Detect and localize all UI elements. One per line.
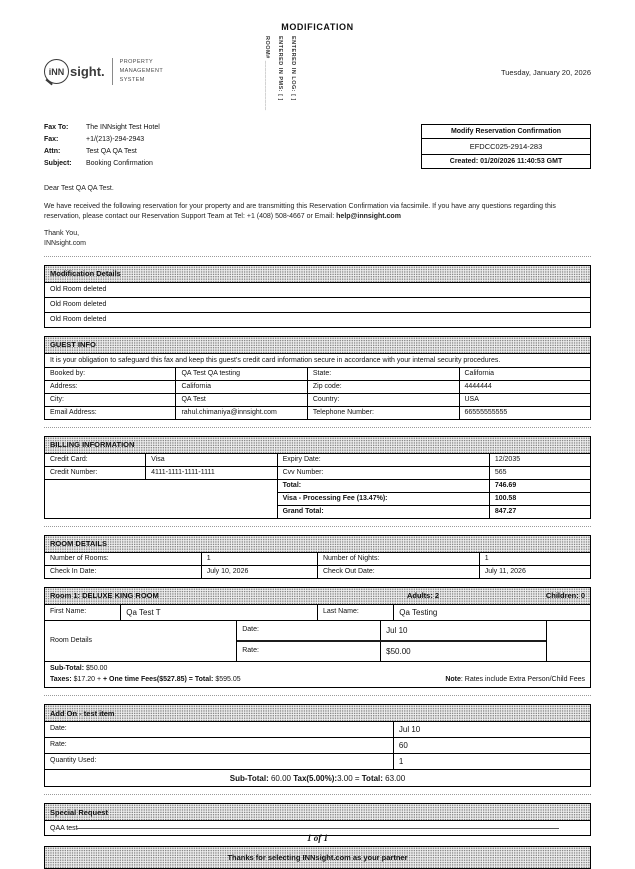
room-rate-row	[237, 642, 546, 661]
section-separator	[44, 794, 591, 795]
credit-card-value: Visa	[146, 454, 277, 467]
country-value: USA	[459, 393, 590, 406]
guest-info-header: GUEST INFO	[45, 337, 590, 354]
confirmation-box	[421, 124, 591, 169]
date-value: Jul 10	[386, 625, 408, 635]
country-label: Country:	[307, 393, 459, 406]
logo-wordmark: sight.	[70, 64, 105, 79]
fax-to-line	[44, 124, 421, 131]
confirmation-number: EFDCC025-2914-283	[469, 142, 543, 151]
room-number-blank: ROOM# ______________	[264, 36, 270, 111]
addon-header: Add On - test item	[45, 705, 590, 722]
entered-in-log-checkbox: ENTERED IN LOG: [ ]	[290, 36, 296, 101]
addon-subtotal-value: 60.00	[268, 773, 294, 783]
phone-value: 66555555555	[459, 406, 590, 419]
room-empty-cell	[546, 621, 590, 661]
table-row	[45, 393, 590, 406]
room1-totals	[50, 664, 445, 684]
document-header	[44, 36, 591, 118]
grand-total-label: Grand Total:	[277, 505, 489, 518]
room-details-table	[45, 553, 590, 578]
tagline-line: MANAGEMENT	[119, 68, 164, 75]
cvv-value: 565	[489, 466, 590, 479]
table-row	[45, 553, 590, 566]
subject-line	[44, 160, 421, 167]
attn-line	[44, 148, 421, 155]
addon-quantity-label: Quantity Used:	[45, 754, 394, 769]
room-total-value: $595.05	[213, 675, 241, 683]
taxes-label: Taxes:	[50, 675, 72, 683]
check-out-value: July 11, 2026	[479, 565, 590, 578]
special-request-value: QAA test	[50, 824, 78, 832]
entered-in-pms-checkbox: ENTERED IN PMS: [ ]	[277, 36, 283, 101]
num-nights-label: Number of Nights:	[317, 553, 479, 566]
page-footer	[0, 828, 635, 843]
email-label: Email Address:	[45, 406, 176, 419]
section-separator	[44, 256, 591, 257]
fax-stamp-fields	[264, 36, 296, 112]
addon-date-row	[45, 722, 590, 738]
room-details-section	[44, 535, 591, 579]
room1-name-row	[45, 605, 590, 621]
modification-row: Old Room deleted	[50, 286, 107, 294]
billing-header: BILLING INFORMATION	[45, 437, 590, 454]
special-request-header: Special Request	[45, 804, 590, 821]
room1-subtotal-row	[45, 661, 590, 687]
last-name-label: Last Name:	[318, 605, 394, 620]
addon-date-value: Jul 10	[398, 725, 421, 735]
check-in-value: July 10, 2026	[201, 565, 317, 578]
page-number: 1 of 1	[307, 833, 328, 843]
magnifier-icon: iNN	[44, 59, 69, 84]
note-text: : Rates include Extra Person/Child Fees	[460, 675, 585, 683]
fax-recipient-info	[44, 124, 421, 172]
table-row	[45, 368, 590, 381]
support-email: help@innsight.com	[336, 212, 401, 220]
addon-total-row	[45, 770, 590, 786]
addon-tax-label: Tax(5.00%):	[293, 773, 338, 783]
footer-divider	[77, 828, 559, 829]
confirmation-created: Created: 01/20/2026 11:40:53 GMT	[422, 154, 590, 168]
first-name-value: Qa Test T	[121, 605, 318, 620]
letter-thanks: Thank You,	[44, 230, 80, 238]
fax-header-row	[44, 124, 591, 172]
date-label: Date:	[237, 621, 381, 640]
booked-by-value: QA Test QA testing	[176, 368, 307, 381]
letter-greeting: Dear Test QA QA Test.	[44, 185, 114, 192]
thanks-banner: Thanks for selecting INNsight.com as your partner	[44, 846, 591, 869]
modification-details-section	[44, 265, 591, 328]
cvv-label: Cvv Number:	[277, 466, 489, 479]
taxes-value: $17.20 +	[71, 675, 104, 683]
credit-number-label: Credit Number:	[45, 466, 146, 479]
grand-total-value: 847.27	[489, 505, 590, 518]
city-label: City:	[45, 393, 176, 406]
table-row	[45, 479, 590, 492]
section-separator	[44, 695, 591, 696]
fax-number-value: +1/(213)-294-2943	[86, 136, 145, 143]
credit-card-label: Credit Card:	[45, 454, 146, 467]
booked-by-label: Booked by:	[45, 368, 176, 381]
addon-tax-value: 3.00 =	[337, 773, 362, 783]
addon-rate-row	[45, 738, 590, 754]
modification-row: Old Room deleted	[45, 312, 590, 327]
billing-section	[44, 436, 591, 519]
addon-rate-value: 60	[398, 741, 408, 751]
billing-empty-cell	[45, 479, 277, 518]
room-rate-grid	[237, 621, 546, 661]
fax-number-line	[44, 136, 421, 143]
subtotal-value: $50.00	[84, 665, 108, 673]
attn-value: Test QA QA Test	[86, 148, 137, 155]
check-in-label: Check In Date:	[45, 565, 201, 578]
innsight-logo-mark	[44, 59, 105, 84]
zip-value: 4444444	[459, 380, 590, 393]
addon-total-value: 63.00	[382, 773, 406, 783]
rate-label: Rate:	[237, 642, 381, 661]
room1-children: Children: 0	[545, 591, 585, 601]
modification-row: Old Room deleted	[45, 297, 590, 312]
state-value: California	[459, 368, 590, 381]
subtotal-label: Sub-Total:	[50, 665, 85, 673]
state-label: State:	[307, 368, 459, 381]
room1-rate-rows	[45, 621, 590, 661]
fax-to-label: Fax To:	[44, 124, 69, 131]
guest-info-notice: It is your obligation to safeguard this fax and keep this guest's credit card information secure in accordance with your internal security procedures.	[45, 354, 590, 368]
city-value: QA Test	[176, 393, 307, 406]
addon-rate-label: Rate:	[45, 738, 394, 753]
addon-quantity-row	[45, 754, 590, 770]
fax-to-value: The INNsight Test Hotel	[86, 124, 160, 131]
billing-table	[45, 454, 590, 518]
room-details-cell: Room Details	[45, 621, 237, 661]
tagline-line: PROPERTY	[119, 59, 154, 66]
subject-label: Subject:	[44, 160, 72, 167]
rates-note	[445, 675, 585, 685]
total-label: Total:	[277, 479, 489, 492]
room-subtotal-line	[50, 664, 445, 674]
addon-date-label: Date:	[45, 722, 394, 737]
total-value: 746.69	[489, 479, 590, 492]
letter-paragraph	[44, 202, 591, 222]
subject-value: Booking Confirmation	[86, 160, 153, 167]
room1-section	[44, 587, 591, 688]
expiry-value: 12/2035	[489, 454, 590, 467]
page-title: MODIFICATION	[281, 22, 354, 32]
section-separator	[44, 526, 591, 527]
table-row	[45, 380, 590, 393]
letter-text: We have received the following reservation for your property and are transmitting this Reservation Confirmation via facsimile. If you have any questions regarding this reservation, please contact our Reservation Support Team at Tel: +1 (408) 508-4667 or Email:	[44, 202, 556, 220]
num-nights-value: 1	[479, 553, 590, 566]
logo-tagline	[120, 58, 163, 84]
letter-signature: INNsight.com	[44, 240, 87, 248]
attn-label: Attn:	[44, 148, 61, 155]
processing-fee-label: Visa - Processing Fee (13.47%):	[277, 492, 489, 505]
room-total-label: Total:	[194, 675, 214, 683]
expiry-label: Expiry Date:	[277, 454, 489, 467]
one-time-fees: + One time Fees($527.85) =	[103, 675, 195, 683]
room1-header	[45, 588, 590, 605]
processing-fee-value: 100.58	[489, 492, 590, 505]
guest-info-table	[45, 368, 590, 419]
phone-label: Telephone Number:	[307, 406, 459, 419]
room1-title: Room 1: DELUXE KING ROOM	[50, 591, 159, 601]
document-date: Tuesday, January 20, 2026	[500, 68, 591, 77]
logo-divider	[112, 58, 113, 85]
table-row	[45, 454, 590, 467]
num-rooms-label: Number of Rooms:	[45, 553, 201, 566]
letter-body	[44, 184, 591, 249]
table-row	[45, 466, 590, 479]
first-name-label: First Name:	[45, 605, 121, 620]
address-value: California	[176, 380, 307, 393]
addon-subtotal-label: Sub-Total:	[229, 773, 269, 783]
addon-quantity-value: 1	[398, 757, 404, 767]
check-out-label: Check Out Date:	[317, 565, 479, 578]
section-separator	[44, 427, 591, 428]
room-date-row	[237, 621, 546, 642]
zip-label: Zip code:	[307, 380, 459, 393]
table-row	[45, 406, 590, 419]
note-label: Note	[445, 675, 461, 683]
last-name-value: Qa Testing	[399, 607, 438, 617]
modification-details-header: Modification Details	[45, 266, 590, 283]
credit-number-value: 4111-1111-1111-1111	[146, 466, 277, 479]
addon-total-label: Total:	[361, 773, 383, 783]
confirmation-box-title: Modify Reservation Confirmation	[422, 125, 590, 139]
num-rooms-value: 1	[201, 553, 317, 566]
guest-info-section	[44, 336, 591, 420]
rate-value: $50.00	[386, 646, 411, 656]
room-details-header: ROOM DETAILS	[45, 536, 590, 553]
table-row	[45, 565, 590, 578]
fax-number-label: Fax:	[44, 136, 59, 143]
tagline-line: SYSTEM	[119, 76, 145, 83]
innsight-logo	[44, 58, 260, 85]
addon-section	[44, 704, 591, 787]
address-label: Address:	[45, 380, 176, 393]
room1-adults: Adults: 2	[407, 591, 440, 601]
email-value: rahul.chimaniya@innsight.com	[176, 406, 307, 419]
room-taxes-line	[50, 675, 445, 685]
